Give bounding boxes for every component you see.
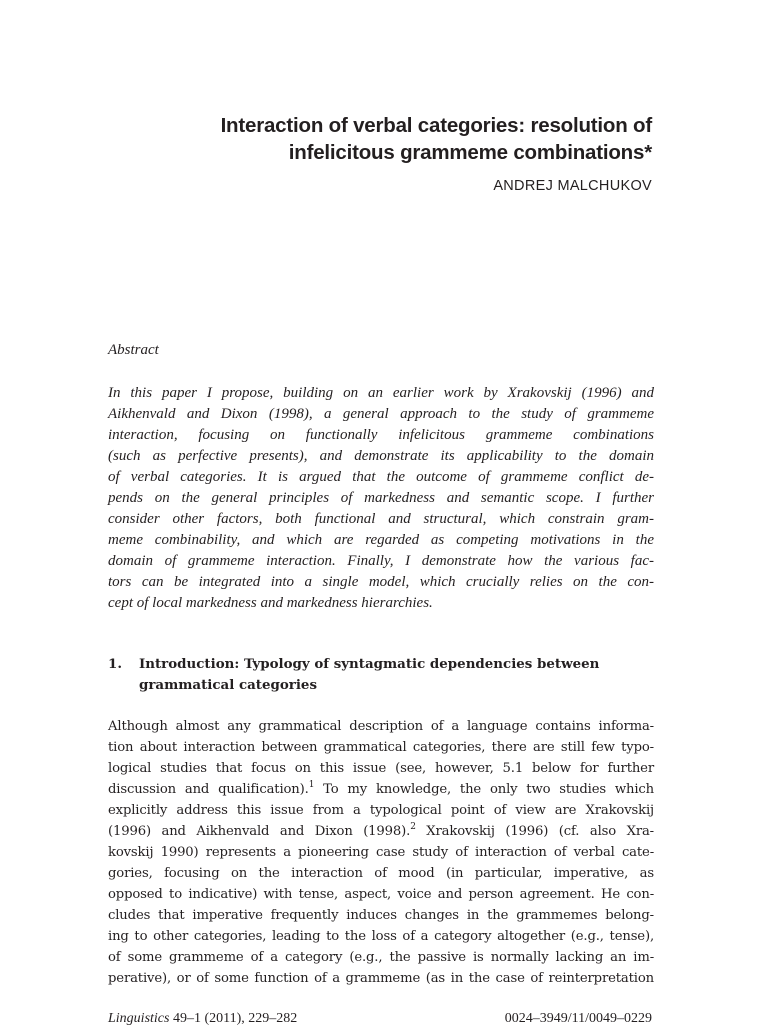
body-line: explicitly address this issue from a typological point of view are Xrakovskij [108,803,654,818]
footnote-marker[interactable]: 2 [410,822,416,832]
section-title-line: Introduction: Typology of syntagmatic dependencies between [139,656,600,672]
footer-citation [108,1011,297,1027]
body-line: of some grammeme of a category (e.g., the passive is normally lacking an im- [108,950,654,965]
abstract-line: Aikhenvald and Dixon (1998), a general approach to the study of grammeme [108,406,654,422]
body-line: Although almost any grammatical description of a language contains informa- [108,719,654,734]
body-paragraph [108,716,654,989]
journal-name: Linguistics [108,1011,170,1026]
body-text-segment: discussion and qualification). [108,782,309,797]
body-line: opposed to indicative) with tense, aspect, voice and person agreement. He con- [108,887,654,902]
body-line: cludes that imperative frequently induces changes in the grammemes belong- [108,908,654,923]
footnote-marker[interactable]: 1 [308,780,315,790]
body-line [108,779,654,800]
section-heading [108,654,654,696]
abstract-heading: Abstract [108,342,159,358]
abstract-line: meme combinability, and which are regarded as competing motivations in the [108,532,654,548]
abstract-line: In this paper I propose, building on an earlier work by Xrakovskij (1996) and [108,385,654,401]
abstract-line: consider other factors, both functional and structural, which constrain gram- [108,511,654,527]
abstract-line: cept of local markedness and markedness hierarchies. [108,595,433,611]
abstract-line: pends on the general principles of markedness and semantic scope. I further [108,490,654,506]
abstract-line: domain of grammeme interaction. Finally, I demonstrate how the various fac- [108,553,654,569]
body-text-segment: To my knowledge, the only two studies which [314,782,654,797]
body-line [108,821,654,842]
footer-identifier: 0024–3949/11/0049–0229 [504,1011,652,1026]
journal-citation: 49–1 (2011), 229–282 [169,1011,298,1026]
abstract-line: tors can be integrated into a single model, which crucially relies on the con- [108,574,654,590]
body-line: tion about interaction between grammatical categories, there are still few typo- [108,740,654,755]
body-line: logical studies that focus on this issue (see, however, 5.1 below for further [108,761,654,776]
body-text-segment: Xrakovskij (1996) (cf. also Xra- [415,824,654,839]
body-line: kovskij 1990) represents a pioneering case study of interaction of verbal cate- [108,845,654,860]
article-title-line: Interaction of verbal categories: resolution of [220,114,652,137]
section-number: 1. [108,656,122,672]
abstract-line: interaction, focusing on functionally infelicitous grammeme combinations [108,427,654,443]
body-text-segment: (1996) and Aikhenvald and Dixon (1998). [108,824,411,839]
body-line: ing to other categories, leading to the loss of a category altogether (e.g., tense), [108,929,654,944]
author-name: ANDREJ MALCHUKOV [493,178,652,194]
article-title [132,112,652,166]
body-line: perative), or of some function of a grammeme (as in the case of reinterpretation [108,971,654,986]
abstract-text [108,383,654,614]
article-title-line: infelicitous grammeme combinations* [288,141,652,164]
abstract-line: (such as perfective presents), and demonstrate its applicability to the domain [108,448,654,464]
body-line: gories, focusing on the interaction of mood (in particular, imperative, as [108,866,654,881]
abstract-line: of verbal categories. It is argued that the outcome of grammeme conflict de- [108,469,654,485]
section-title-line: grammatical categories [139,677,317,693]
